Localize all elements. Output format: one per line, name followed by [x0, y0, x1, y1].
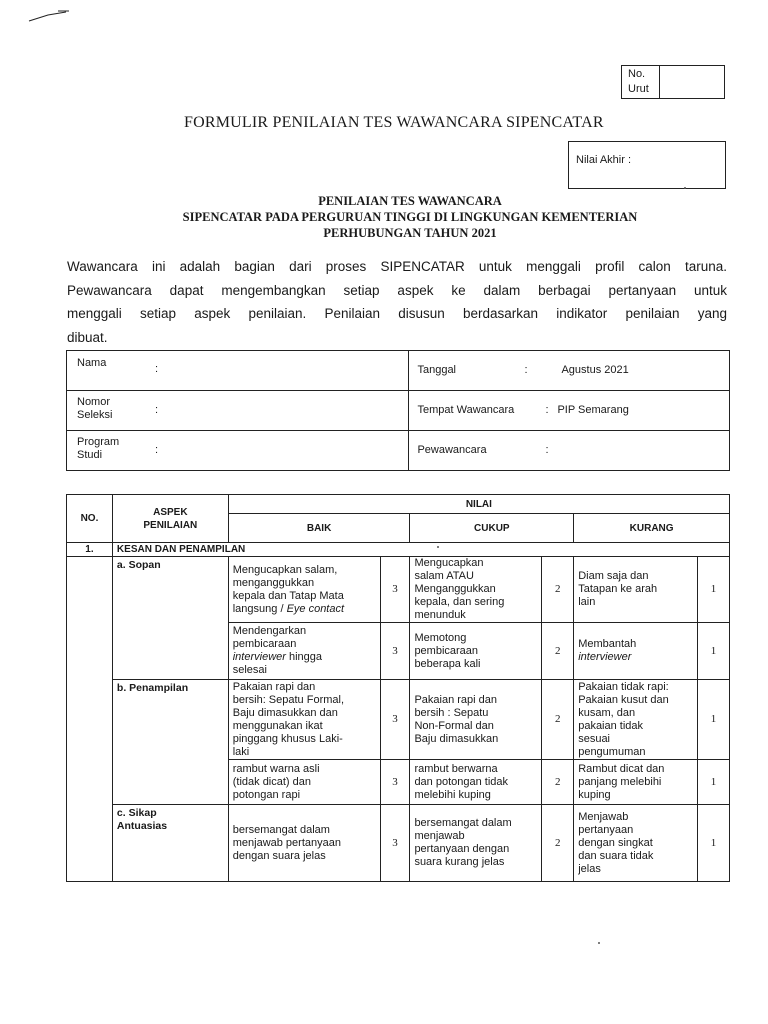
identity-row: [67, 431, 730, 471]
criteria-line: interviewer hingga: [232, 651, 323, 663]
criteria-cukup: [410, 557, 542, 623]
criteria-baik: [228, 680, 380, 760]
criteria-line: pertanyaan dengan: [414, 843, 510, 855]
colon: :: [524, 364, 528, 376]
section-number: 1.: [67, 543, 113, 557]
criteria-line: rambut berwarna: [414, 762, 498, 775]
criteria-line: pembicaraan: [414, 644, 479, 657]
intro-line: menggali setiap aspek penilaian. Penilaian disusun berdasarkan indikator penilaian yang: [67, 306, 727, 321]
criteria-line: Pakaian rapi dan: [232, 680, 316, 693]
criteria-line: Pakaian rapi dan: [414, 693, 497, 706]
pewawancara-label: Pewawancara: [417, 444, 487, 456]
speck: [684, 187, 686, 189]
heading-line-3: PERHUBUNGAN TAHUN 2021: [323, 226, 497, 240]
aspect-label: a. Sopan: [116, 559, 161, 571]
criteria-baik: [228, 805, 380, 882]
criteria-line: suara kurang jelas: [414, 856, 505, 868]
identity-table: [66, 350, 730, 471]
criteria-line: bersemangat dalam: [232, 823, 330, 836]
section-row: [67, 543, 730, 557]
score-table: [66, 494, 730, 882]
criteria-baik: [228, 760, 380, 805]
criteria-line: kuping: [578, 788, 611, 801]
score-kurang[interactable]: 1: [698, 623, 730, 680]
criteria-line: Baju dimasukkan dan: [232, 706, 338, 719]
identity-row: [67, 391, 730, 431]
criteria-line: beberapa kali: [414, 657, 481, 670]
criteria-line: sesuai: [578, 732, 610, 745]
criteria-line: kusam, dan: [578, 706, 636, 719]
score-cukup[interactable]: 2: [542, 760, 574, 805]
score-kurang[interactable]: 1: [698, 557, 730, 623]
criteria-line: lain: [578, 596, 596, 608]
speck: [437, 546, 439, 548]
score-kurang[interactable]: 1: [698, 680, 730, 760]
tempat-wawancara-cell[interactable]: [409, 391, 730, 431]
criteria-line: selesai: [232, 664, 267, 676]
header-row: [67, 495, 730, 514]
score-kurang[interactable]: 1: [698, 760, 730, 805]
score-cukup[interactable]: 2: [542, 805, 574, 882]
tanggal-label: Tanggal: [417, 364, 457, 376]
score-baik[interactable]: 3: [380, 623, 410, 680]
form-title: FORMULIR PENILAIAN TES WAWANCARA SIPENCATAR: [184, 114, 604, 131]
criteria-line: panjang melebihi: [578, 775, 662, 788]
criteria-line: kepala, dan sering: [414, 596, 505, 608]
section-title: KESAN DAN PENAMPILAN: [112, 543, 729, 557]
criteria-cukup: [410, 623, 542, 680]
criteria-line: menjawab: [414, 830, 465, 842]
criteria-kurang: [574, 623, 698, 680]
nilai-akhir-box[interactable]: [568, 141, 726, 189]
col-aspek-header: ASPEK PENILAIAN: [112, 495, 228, 543]
criteria-line: Baju dimasukkan: [414, 732, 499, 745]
criteria-line: Rambut dicat dan: [578, 762, 665, 775]
no-urut-box: [621, 65, 725, 99]
no-cell: [67, 557, 113, 882]
criteria-line: bersih : Sepatu: [414, 706, 489, 719]
criteria-line: dengan suara jelas: [232, 849, 326, 862]
pen-scribble-mark: [28, 10, 70, 22]
tanggal-cell[interactable]: [409, 351, 730, 391]
criteria-line: Mendengarkan: [232, 625, 307, 637]
score-cukup[interactable]: 2: [542, 557, 574, 623]
colon: :: [155, 363, 159, 375]
criteria-line: interviewer: [578, 651, 632, 663]
criteria-line: (tidak dicat) dan: [232, 775, 311, 788]
criteria-cukup: [410, 760, 542, 805]
criteria-baik: [228, 557, 380, 623]
criteria-line: melebihi kuping: [414, 788, 491, 801]
nomor-seleksi-label: Nomor Seleksi: [77, 396, 113, 421]
heading-line-2: SIPENCATAR PADA PERGURUAN TINGGI DI LINGKUNGAN KEMENTERIAN: [182, 210, 638, 224]
score-baik[interactable]: 3: [380, 680, 410, 760]
tempat-value: PIP Semarang: [557, 404, 629, 416]
criteria-line: dan potongan tidak: [414, 775, 509, 788]
colon: :: [545, 444, 549, 456]
criteria-row: [67, 680, 730, 760]
criteria-kurang: [574, 760, 698, 805]
program-studi-label: Program Studi: [77, 436, 120, 461]
col-no-header: NO.: [67, 495, 113, 543]
heading-line-1: PENILAIAN TES WAWANCARA: [318, 194, 502, 208]
criteria-line: Diam saja dan: [578, 570, 649, 582]
aspect-sopan: [112, 557, 228, 680]
nama-label: Nama: [77, 357, 107, 369]
score-cukup[interactable]: 2: [542, 680, 574, 760]
criteria-line: menggunakan ikat: [232, 719, 323, 732]
aspect-label: b. Penampilan: [116, 682, 189, 694]
criteria-line: Menjawab: [578, 810, 629, 823]
criteria-line: Membantah: [578, 638, 637, 650]
criteria-line: menunduk: [414, 609, 466, 621]
criteria-line: pengumuman: [578, 745, 646, 758]
colon: :: [155, 444, 159, 456]
col-nilai-header: NILAI: [228, 495, 729, 514]
score-baik[interactable]: 3: [380, 805, 410, 882]
intro-line: Wawancara ini adalah bagian dari proses SIPENCATAR untuk menggali profil calon taruna.: [67, 259, 727, 274]
criteria-cukup: [410, 680, 542, 760]
intro-paragraph: [67, 255, 727, 349]
criteria-line: rambut warna asli: [232, 762, 320, 775]
criteria-cukup: [410, 805, 542, 882]
tempat-label: Tempat Wawancara: [417, 404, 515, 416]
score-cukup[interactable]: 2: [542, 623, 574, 680]
intro-line: dibuat.: [67, 329, 108, 345]
nomor-seleksi-cell[interactable]: [67, 391, 409, 431]
criteria-line: menganggukkan: [232, 576, 315, 589]
criteria-line: laki: [232, 745, 250, 758]
criteria-line: pakaian tidak: [578, 719, 644, 732]
criteria-line: Menganggukkan: [414, 583, 496, 595]
criteria-line: pertanyaan: [578, 823, 634, 836]
criteria-line: dan suara tidak: [578, 849, 654, 862]
identity-row: [67, 351, 730, 391]
criteria-line: salam ATAU: [414, 570, 474, 582]
criteria-kurang: [574, 557, 698, 623]
criteria-line: jelas: [578, 862, 601, 875]
pewawancara-cell[interactable]: [409, 431, 730, 471]
nama-cell[interactable]: [67, 351, 409, 391]
no-urut-field[interactable]: [660, 66, 724, 98]
col-cukup-header: CUKUP: [410, 514, 574, 543]
nilai-akhir-label: Nilai Akhir :: [576, 154, 632, 166]
criteria-line: potongan rapi: [232, 788, 301, 801]
aspect-penampilan: [112, 680, 228, 805]
criteria-row: [67, 805, 730, 882]
aspect-label: Antuasias: [116, 820, 168, 832]
criteria-line: pinggang khusus Laki-: [232, 732, 343, 745]
score-baik[interactable]: 3: [380, 557, 410, 623]
score-baik[interactable]: 3: [380, 760, 410, 805]
criteria-kurang: [574, 805, 698, 882]
criteria-line: Pakaian kusut dan: [578, 693, 669, 706]
criteria-line: langsung / Eye contact: [232, 602, 345, 615]
criteria-line: kepala dan Tatap Mata: [232, 589, 344, 602]
criteria-line: bersemangat dalam: [414, 817, 512, 829]
criteria-row: [67, 557, 730, 623]
col-kurang-header: KURANG: [574, 514, 730, 543]
criteria-line: Pakaian tidak rapi:: [578, 680, 669, 693]
col-baik-header: BAIK: [228, 514, 410, 543]
criteria-line: dengan singkat: [578, 836, 653, 849]
criteria-line: Non-Formal dan: [414, 719, 494, 732]
tanggal-value: Agustus 2021: [561, 364, 629, 376]
criteria-kurang: [574, 680, 698, 760]
colon: :: [545, 404, 549, 416]
aspect-sikap: [112, 805, 228, 882]
score-kurang[interactable]: 1: [698, 805, 730, 882]
intro-line: Pewawancara dapat mengembangkan setiap aspek ke dalam berbagai pertanyaan untuk: [67, 282, 727, 298]
criteria-line: bersih: Sepatu Formal,: [232, 693, 345, 706]
criteria-line: Memotong: [414, 631, 467, 644]
aspect-label: c. Sikap: [116, 807, 157, 819]
program-studi-cell[interactable]: [67, 431, 409, 471]
criteria-line: Mengucapkan: [414, 557, 484, 569]
criteria-line: menjawab pertanyaan: [232, 836, 341, 849]
criteria-line: Tatapan ke arah: [578, 583, 658, 595]
no-urut-label: No. Urut: [622, 66, 660, 98]
speck: [598, 942, 600, 944]
criteria-line: Mengucapkan salam,: [232, 563, 338, 576]
colon: :: [155, 404, 159, 416]
criteria-line: pembicaraan: [232, 638, 297, 650]
criteria-baik: [228, 623, 380, 680]
criteria-body: [67, 557, 730, 882]
